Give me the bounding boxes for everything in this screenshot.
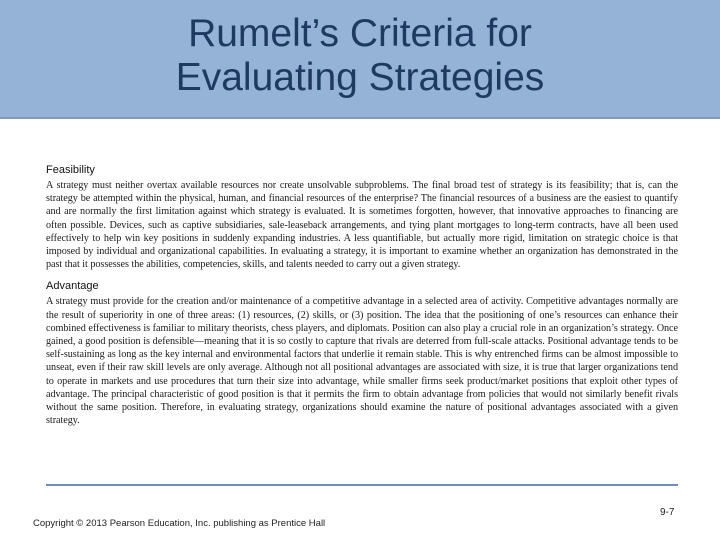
slide-title-line-2: Evaluating Strategies: [175, 56, 545, 99]
slide-title: [0, 12, 720, 100]
slide-title-line-1: Rumelt’s Criteria for: [188, 12, 532, 55]
page-number: 9-7: [660, 507, 675, 518]
section-feasibility: [46, 163, 678, 271]
section-body: A strategy must provide for the creation and/or maintenance of a competitive advantage in a selected area of activity. Competitive advantages normally are the result of superiority in one of three areas: (1) resources, (2) skills, or (3) position. The idea that the positioning of one’s resources can enhance their combined effectiveness is familiar to military theorists, chess players, and diplomats. Position can also play a crucial role in an organization’s strategy. Once gained, a good position is defensible—meaning that it is so costly to capture that rivals are deterred from full-scale attacks. Positional advantage tends to be self-sustaining as long as the key internal and environmental factors that underlie it remain stable. This is why entrenched firms can be almost impossible to unseat, even if their raw skill levels are only average. Although not all positional advantages are associated with size, it is true that larger organizations tend to operate in markets and use procedures that turn their size into advantage, while smaller firms seek product/market positions that exploit other types of advantage. The principal characteristic of good position is that it permits the firm to obtain advantage from policies that would not similarly benefit rivals without the same position. Therefore, in evaluating strategy, organizations should examine the nature of positional advantages associated with a given strategy.: [46, 296, 678, 427]
copyright-notice: Copyright © 2013 Pearson Education, Inc. publishing as Prentice Hall: [33, 518, 326, 529]
section-heading: Feasibility: [46, 164, 95, 176]
title-band-rule: [0, 117, 720, 119]
content-excerpt: [46, 163, 678, 481]
section-body: A strategy must neither overtax available resources nor create unsolvable subproblems. The final broad test of strategy is its feasibility; that is, can the strategy be attempted within the physical, human, and financial resources of the enterprise? The financial resources of a business are the easiest to quantify and are normally the first limitation against which strategy is evaluated. It is sometimes forgotten, however, that innovative approaches to financing are often possible. Devices, such as captive subsidiaries, sale-leaseback arrangements, and tying plant mortgages to long-term contracts, have all been used effectively to help win key positions in suddenly expanding industries. A less quantifiable, but actually more rigid, limitation on strategic choice is that imposed by individual and organizational capabilities. In evaluating a strategy, it is important to examine whether an organization has demonstrated in the past that it possesses the abilities, competencies, skills, and talents needed to carry out a given strategy.: [46, 180, 678, 271]
section-heading: Advantage: [46, 280, 99, 293]
content-bottom-rule: [46, 484, 678, 486]
section-advantage: [46, 279, 678, 427]
